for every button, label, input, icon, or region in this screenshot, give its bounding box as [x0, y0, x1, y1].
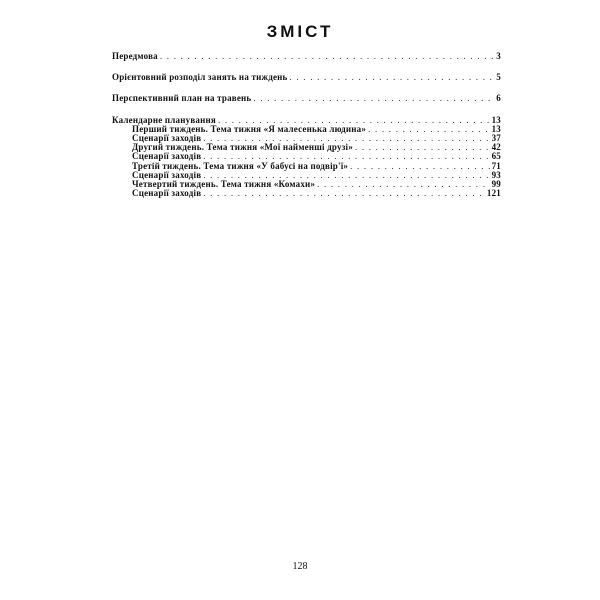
toc-entry-page: 3	[496, 51, 501, 61]
toc-entry-label: Третій тиждень. Тема тижня «У бабусі на подвір'ї»	[132, 160, 349, 171]
toc-entry-page: 6	[496, 93, 501, 104]
dot-leader	[317, 180, 489, 189]
page-title: ЗМІСТ	[266, 22, 334, 41]
dot-leader	[368, 125, 490, 134]
table-of-contents	[112, 52, 501, 198]
toc-entry-page: 5	[496, 72, 501, 83]
dot-leader	[160, 52, 494, 61]
toc-entry-label: Сценарії заходів	[132, 132, 202, 143]
toc-entry-page: 121	[486, 188, 501, 199]
toc-entry[interactable]	[112, 94, 501, 103]
toc-entry-label: Перспективний план на травень	[112, 93, 252, 104]
dot-leader	[290, 73, 495, 82]
dot-leader	[203, 189, 485, 198]
toc-entry[interactable]	[112, 73, 501, 82]
toc-entry-label: Четвертий тиждень. Тема тижня «Комахи»	[132, 178, 316, 189]
toc-entry-label: Сценарії заходів	[132, 151, 202, 162]
toc-entry-label: Передмова	[112, 51, 158, 61]
toc-entry-label: Перший тиждень. Тема тижня «Я малесенька людина»	[132, 123, 367, 134]
toc-entry-label: Календарне планування	[112, 114, 216, 125]
toc-entry-label: Другий тиждень. Тема тижня «Мої найменші друзі»	[132, 142, 353, 153]
toc-entry-page: 37	[491, 132, 501, 143]
toc-entry-label: Сценарії заходів	[132, 188, 202, 199]
toc-entry-page: 71	[491, 160, 501, 171]
toc-entry-page: 93	[491, 169, 501, 180]
toc-entry-label: Орієнтовний розподіл занять на тиждень	[112, 72, 288, 83]
dot-leader	[355, 143, 490, 152]
toc-subentry[interactable]	[112, 189, 501, 198]
toc-entry-page: 13	[491, 123, 501, 134]
toc-entry-page: 65	[491, 151, 501, 162]
dot-leader	[350, 162, 489, 171]
toc-entry-label: Сценарії заходів	[132, 169, 202, 180]
toc-entry-page: 99	[491, 178, 501, 189]
toc-entry-page: 13	[491, 114, 501, 125]
toc-entry-page: 42	[491, 142, 501, 153]
toc-entry[interactable]	[112, 52, 501, 61]
page-number: 128	[292, 561, 308, 572]
dot-leader	[253, 94, 494, 103]
